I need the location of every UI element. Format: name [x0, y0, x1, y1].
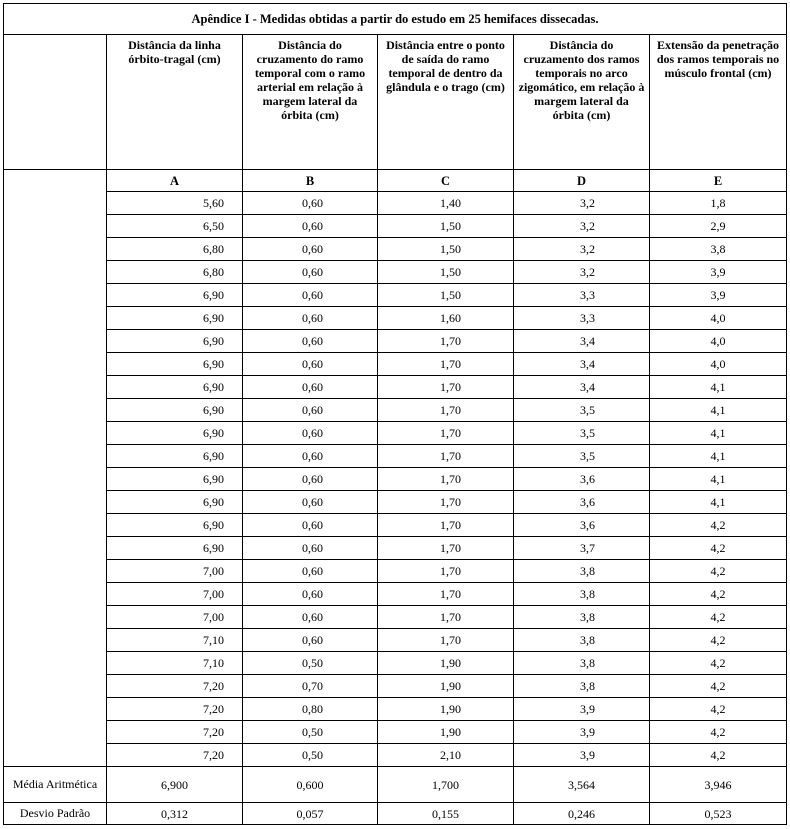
table-cell: 4,2 [650, 583, 787, 606]
column-header-c: Distância entre o ponto de saída do ramo temporal de dentro da glândula e o trago (cm) [378, 35, 514, 170]
mean-row [4, 767, 787, 803]
table-row [4, 422, 787, 445]
table-cell: 4,2 [650, 606, 787, 629]
table-row [4, 376, 787, 399]
table-cell: 4,2 [650, 629, 787, 652]
table-cell: 3,6 [514, 491, 650, 514]
table-cell: 4,2 [650, 514, 787, 537]
table-cell: 1,70 [378, 514, 514, 537]
table-cell: 1,70 [378, 583, 514, 606]
stat-value: 0,600 [243, 767, 378, 803]
stat-value: 6,900 [107, 767, 243, 803]
table-cell: 4,2 [650, 675, 787, 698]
table-cell: 4,2 [650, 560, 787, 583]
table-cell: 1,70 [378, 330, 514, 353]
table-row [4, 514, 787, 537]
table-row [4, 698, 787, 721]
table-cell: 3,3 [514, 284, 650, 307]
table-cell: 7,10 [107, 629, 243, 652]
stat-value: 1,700 [378, 767, 514, 803]
table-cell: 1,90 [378, 675, 514, 698]
table-row [4, 353, 787, 376]
table-cell: 3,5 [514, 399, 650, 422]
table-cell: 0,60 [243, 629, 378, 652]
table-cell: 3,5 [514, 445, 650, 468]
table-cell: 6,80 [107, 238, 243, 261]
table-cell: 3,2 [514, 192, 650, 215]
table-row [4, 284, 787, 307]
table-cell: 7,00 [107, 583, 243, 606]
table-cell: 6,90 [107, 422, 243, 445]
column-header-a: Distância da linha órbito-tragal (cm) [107, 35, 243, 170]
table-cell: 3,2 [514, 261, 650, 284]
table-cell: 6,50 [107, 215, 243, 238]
table-cell: 6,90 [107, 307, 243, 330]
letter-row [4, 170, 787, 192]
table-row [4, 330, 787, 353]
table-cell: 0,60 [243, 330, 378, 353]
table-row [4, 652, 787, 675]
table-cell: 3,9 [514, 744, 650, 767]
table-cell: 0,50 [243, 721, 378, 744]
table-cell: 1,70 [378, 445, 514, 468]
table-cell: 3,2 [514, 238, 650, 261]
table-cell: 1,70 [378, 399, 514, 422]
table-cell: 0,70 [243, 675, 378, 698]
stat-value: 0,523 [650, 803, 787, 825]
table-cell: 6,90 [107, 284, 243, 307]
header-row [4, 35, 787, 170]
table-cell: 0,60 [243, 261, 378, 284]
table-cell: 2,10 [378, 744, 514, 767]
table-cell: 1,40 [378, 192, 514, 215]
table-cell: 0,60 [243, 399, 378, 422]
table-row [4, 560, 787, 583]
table-cell: 7,00 [107, 606, 243, 629]
column-letter: A [107, 170, 243, 192]
table-cell: 3,8 [514, 606, 650, 629]
column-letter: B [243, 170, 378, 192]
table-cell: 7,00 [107, 560, 243, 583]
table-cell: 1,70 [378, 560, 514, 583]
table-row [4, 399, 787, 422]
table-cell: 3,5 [514, 422, 650, 445]
table-row [4, 537, 787, 560]
stat-value: 0,246 [514, 803, 650, 825]
stat-label: Desvio Padrão [4, 803, 107, 825]
table-cell: 3,9 [650, 261, 787, 284]
table-cell: 0,60 [243, 537, 378, 560]
table-cell: 6,90 [107, 537, 243, 560]
table-row [4, 583, 787, 606]
table-cell: 4,2 [650, 698, 787, 721]
table-cell: 0,60 [243, 560, 378, 583]
table-cell: 3,8 [514, 675, 650, 698]
stat-value: 0,312 [107, 803, 243, 825]
table-cell: 0,60 [243, 445, 378, 468]
column-letter: D [514, 170, 650, 192]
table-cell: 1,70 [378, 537, 514, 560]
table-cell: 6,90 [107, 353, 243, 376]
column-header-e: Extensão da penetração dos ramos temporais no músculo frontal (cm) [650, 35, 787, 170]
table-cell: 4,1 [650, 376, 787, 399]
table-row [4, 307, 787, 330]
column-header-b: Distância do cruzamento do ramo temporal com o ramo arterial em relação à margem lateral da órbita (cm) [243, 35, 378, 170]
table-cell: 0,60 [243, 307, 378, 330]
stat-value: 3,946 [650, 767, 787, 803]
table-cell: 0,60 [243, 583, 378, 606]
table-cell: 4,1 [650, 491, 787, 514]
table-row [4, 192, 787, 215]
stat-value: 3,564 [514, 767, 650, 803]
table-cell: 0,60 [243, 238, 378, 261]
header-corner-cell [4, 35, 107, 170]
table-cell: 1,60 [378, 307, 514, 330]
table-cell: 0,60 [243, 284, 378, 307]
table-cell: 3,8 [650, 238, 787, 261]
table-cell: 0,80 [243, 698, 378, 721]
table-cell: 4,2 [650, 537, 787, 560]
stat-value: 0,155 [378, 803, 514, 825]
table-cell: 7,20 [107, 675, 243, 698]
table-cell: 3,8 [514, 629, 650, 652]
table-cell: 3,6 [514, 468, 650, 491]
table-cell: 1,70 [378, 422, 514, 445]
column-header-d: Distância do cruzamento dos ramos temporais no arco zigomático, em relação à margem lateral da órbita (cm) [514, 35, 650, 170]
table-cell: 3,9 [514, 698, 650, 721]
table-cell: 7,20 [107, 744, 243, 767]
table-cell: 1,90 [378, 698, 514, 721]
table-cell: 3,4 [514, 353, 650, 376]
table-cell: 1,90 [378, 721, 514, 744]
table-cell: 6,90 [107, 514, 243, 537]
table-cell: 1,70 [378, 376, 514, 399]
row-label-blank-cell [4, 170, 107, 767]
table-cell: 3,8 [514, 652, 650, 675]
table-row [4, 629, 787, 652]
table-cell: 6,90 [107, 330, 243, 353]
table-cell: 7,20 [107, 698, 243, 721]
table-cell: 0,60 [243, 468, 378, 491]
table-cell: 1,50 [378, 261, 514, 284]
table-cell: 6,90 [107, 445, 243, 468]
table-cell: 1,90 [378, 652, 514, 675]
table-cell: 2,9 [650, 215, 787, 238]
std-dev-row [4, 803, 787, 825]
table-cell: 3,8 [514, 560, 650, 583]
table-cell: 3,4 [514, 376, 650, 399]
table-title: Apêndice I - Medidas obtidas a partir do estudo em 25 hemifaces dissecadas. [4, 4, 787, 35]
table-cell: 4,0 [650, 307, 787, 330]
table-cell: 1,50 [378, 284, 514, 307]
table-cell: 1,8 [650, 192, 787, 215]
table-row [4, 238, 787, 261]
table-cell: 3,3 [514, 307, 650, 330]
table-cell: 1,70 [378, 629, 514, 652]
table-cell: 0,50 [243, 744, 378, 767]
table-cell: 4,2 [650, 721, 787, 744]
table-cell: 1,50 [378, 215, 514, 238]
stat-label: Média Aritmética [4, 767, 107, 803]
table-cell: 4,0 [650, 353, 787, 376]
table-row [4, 468, 787, 491]
table-cell: 0,60 [243, 215, 378, 238]
table-cell: 0,60 [243, 422, 378, 445]
table-cell: 1,70 [378, 606, 514, 629]
table-cell: 4,1 [650, 445, 787, 468]
column-letter: E [650, 170, 787, 192]
table-cell: 4,1 [650, 399, 787, 422]
table-cell: 7,20 [107, 721, 243, 744]
table-row [4, 445, 787, 468]
table-cell: 5,60 [107, 192, 243, 215]
table-cell: 0,60 [243, 491, 378, 514]
stat-value: 0,057 [243, 803, 378, 825]
table-cell: 3,9 [650, 284, 787, 307]
table-cell: 4,0 [650, 330, 787, 353]
table-cell: 1,70 [378, 468, 514, 491]
measurements-table [3, 3, 787, 825]
table-cell: 0,50 [243, 652, 378, 675]
table-cell: 3,7 [514, 537, 650, 560]
table-cell: 0,60 [243, 353, 378, 376]
table-cell: 3,2 [514, 215, 650, 238]
table-row [4, 261, 787, 284]
table-row [4, 215, 787, 238]
table-cell: 4,1 [650, 468, 787, 491]
table-row [4, 675, 787, 698]
table-cell: 1,50 [378, 238, 514, 261]
table-cell: 1,70 [378, 491, 514, 514]
table-cell: 0,60 [243, 514, 378, 537]
table-cell: 6,90 [107, 399, 243, 422]
table-row [4, 491, 787, 514]
table-cell: 4,2 [650, 744, 787, 767]
table-cell: 1,70 [378, 353, 514, 376]
table-cell: 4,1 [650, 422, 787, 445]
table-row [4, 606, 787, 629]
table-row [4, 721, 787, 744]
table-cell: 4,2 [650, 652, 787, 675]
table-cell: 6,90 [107, 491, 243, 514]
table-cell: 6,90 [107, 468, 243, 491]
table-cell: 3,9 [514, 721, 650, 744]
table-cell: 3,8 [514, 583, 650, 606]
table-cell: 7,10 [107, 652, 243, 675]
table-cell: 6,90 [107, 376, 243, 399]
document-page [3, 3, 787, 825]
table-cell: 6,80 [107, 261, 243, 284]
table-cell: 0,60 [243, 376, 378, 399]
table-cell: 3,4 [514, 330, 650, 353]
column-letter: C [378, 170, 514, 192]
table-cell: 0,60 [243, 192, 378, 215]
table-row [4, 744, 787, 767]
table-cell: 3,6 [514, 514, 650, 537]
table-cell: 0,60 [243, 606, 378, 629]
